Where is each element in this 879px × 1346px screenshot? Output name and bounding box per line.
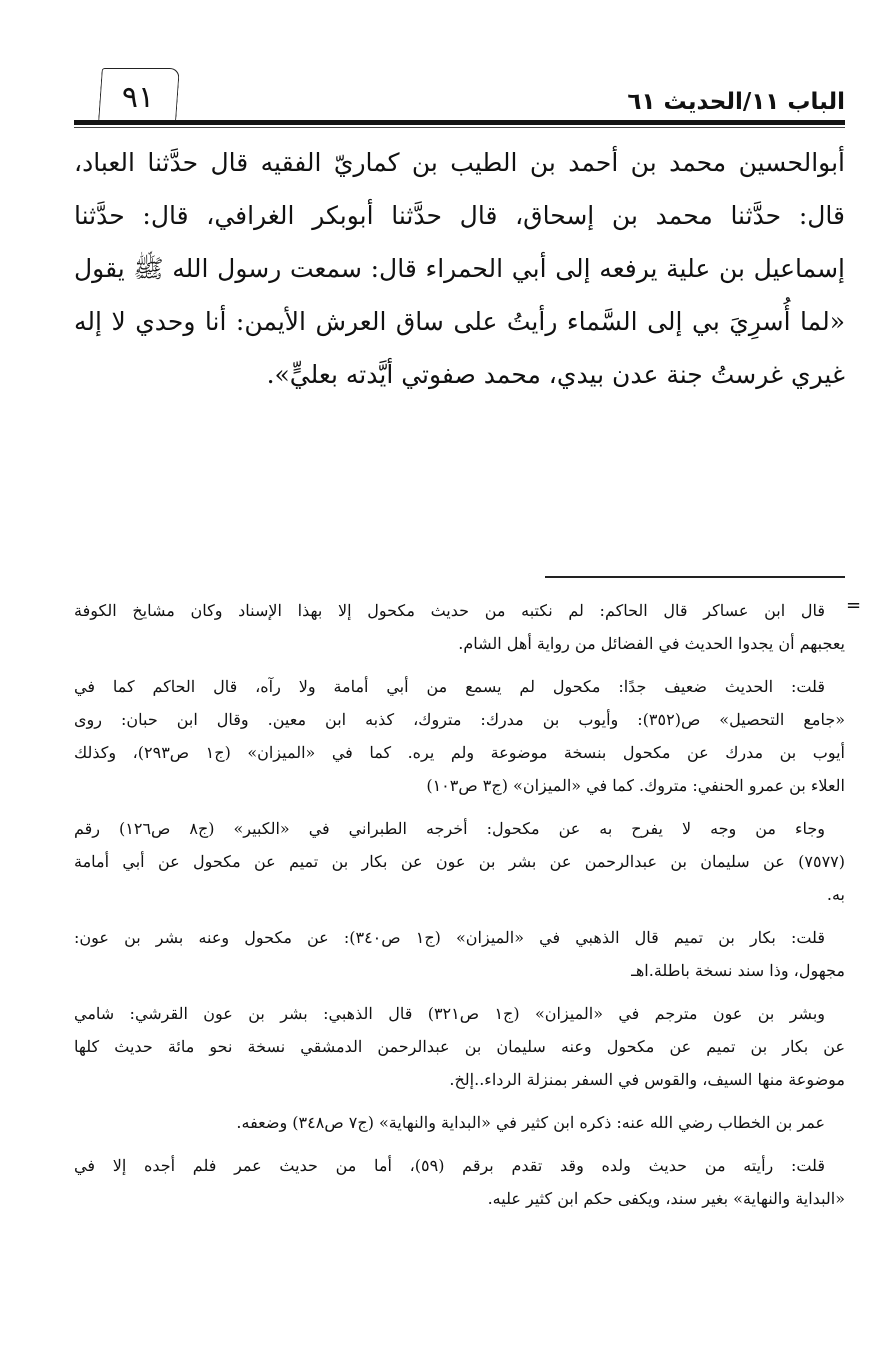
- hadith-body: [74, 136, 845, 401]
- body-line: أبوالحسين محمد بن أحمد بن الطيب بن كماريّ الفقيه قال حدَّثنا العباد،: [74, 148, 845, 177]
- footnote-line: وبشر بن عون مترجم في «الميزان» (ج١ ص٣٢١) قال الذهبي: بشر بن عون القرشي: شامي: [74, 1004, 826, 1023]
- footnote-line: قلت: رأيته من حديث ولده وقد تقدم برقم (٥٩)، أما من حديث عمر فلم أجده إلا في: [74, 1156, 825, 1175]
- body-line: قال: حدَّثنا محمد بن إسحاق، قال حدَّثنا أبوبكر الغرافي، قال: حدَّثنا: [74, 201, 845, 230]
- footnote-paragraph: [74, 812, 845, 911]
- footnote-line: به.: [826, 885, 845, 904]
- running-head: الباب ١١/الحديث ٦١: [627, 89, 845, 115]
- footnote-line: العلاء بن عمرو الحنفي: متروك. كما في «الميزان» (ج٣ ص١٠٣): [426, 776, 845, 795]
- footnote-paragraph: [74, 921, 845, 987]
- header-rule-thin: [74, 127, 845, 128]
- body-line: إسماعيل بن علية يرفعه إلى أبي الحمراء قال: سمعت رسول الله ﷺ يقول: [74, 254, 845, 283]
- footnote-line: وجاء من وجه لا يفرح به عن مكحول: أخرجه الطبراني في «الكبير» (ج٨ ص١٢٦) رقم: [74, 819, 825, 838]
- footnote-separator: [545, 576, 845, 578]
- footnote-continuation-mark: =: [846, 595, 862, 616]
- footnote-line: يعجبهم أن يجدوا الحديث في الفضائل من رواية أهل الشام.: [458, 634, 845, 653]
- footnote-line: «البداية والنهاية» بغير سند، ويكفى حكم ابن كثير عليه.: [487, 1189, 845, 1208]
- footnote-paragraph: [74, 594, 845, 660]
- footnote-line: أيوب بن مدرك عن مكحول بنسخة موضوعة ولم يره. كما في «الميزان» (ج١ ص٢٩٣)، وكذلك: [74, 743, 845, 762]
- footnote-paragraph: [74, 1106, 845, 1139]
- footnote-line: قلت: بكار بن تميم قال الذهبي في «الميزان» (ج١ ص٣٤٠): عن مكحول وعنه بشر بن عون:: [74, 928, 825, 947]
- footnotes: [74, 594, 845, 1225]
- body-line: غيري غرستُ جنة عدن بيدي، محمد صفوتي أيَّدته بعليٍّ».: [266, 360, 845, 389]
- page-number: ٩١: [121, 80, 155, 115]
- footnote-paragraph: [74, 1149, 845, 1215]
- footnote-line: (٧٥٧٧) عن سليمان بن عبدالرحمن عن بشر بن عون عن بكار بن تميم عن مكحول عن أبي أمامة: [74, 852, 845, 871]
- footnote-line: قال ابن عساكر قال الحاكم: لم نكتبه من حديث مكحول إلا بهذا الإسناد وكان مشايخ الكوفة: [74, 601, 825, 620]
- footnote-line: عن بكار بن تميم عن مكحول وعنه سليمان بن عبدالرحمن الدمشقي نسخة نحو مائة حديث كلها: [74, 1037, 846, 1056]
- footnote-line: قلت: الحديث ضعيف جدًا: مكحول لم يسمع من أبي أمامة ولا رآه، قال الحاكم كما في: [74, 677, 825, 696]
- header-rule: [74, 120, 845, 125]
- footnote-line: «جامع التحصيل» ص(٣٥٢): وأيوب بن مدرك: متروك، كذبه ابن معين. وقال ابن حبان: روى: [74, 710, 846, 729]
- footnote-line: عمر بن الخطاب رضي الله عنه: ذكره ابن كثير في «البداية والنهاية» (ج٧ ص٣٤٨) وضعفه.: [236, 1113, 825, 1132]
- body-line: «لما أُسرِيَ بي إلى السَّماء رأيتُ على ساق العرش الأيمن: أنا وحدي لا إله: [74, 307, 845, 336]
- footnote-line: موضوعة منها السيف، والقوس في السفر بمنزلة الرداء..إلخ.: [449, 1070, 845, 1089]
- footnote-paragraph: [74, 997, 845, 1096]
- footnote-line: مجهول، وذا سند نسخة باطلة.اهـ: [631, 961, 845, 980]
- footnote-paragraph: [74, 670, 845, 802]
